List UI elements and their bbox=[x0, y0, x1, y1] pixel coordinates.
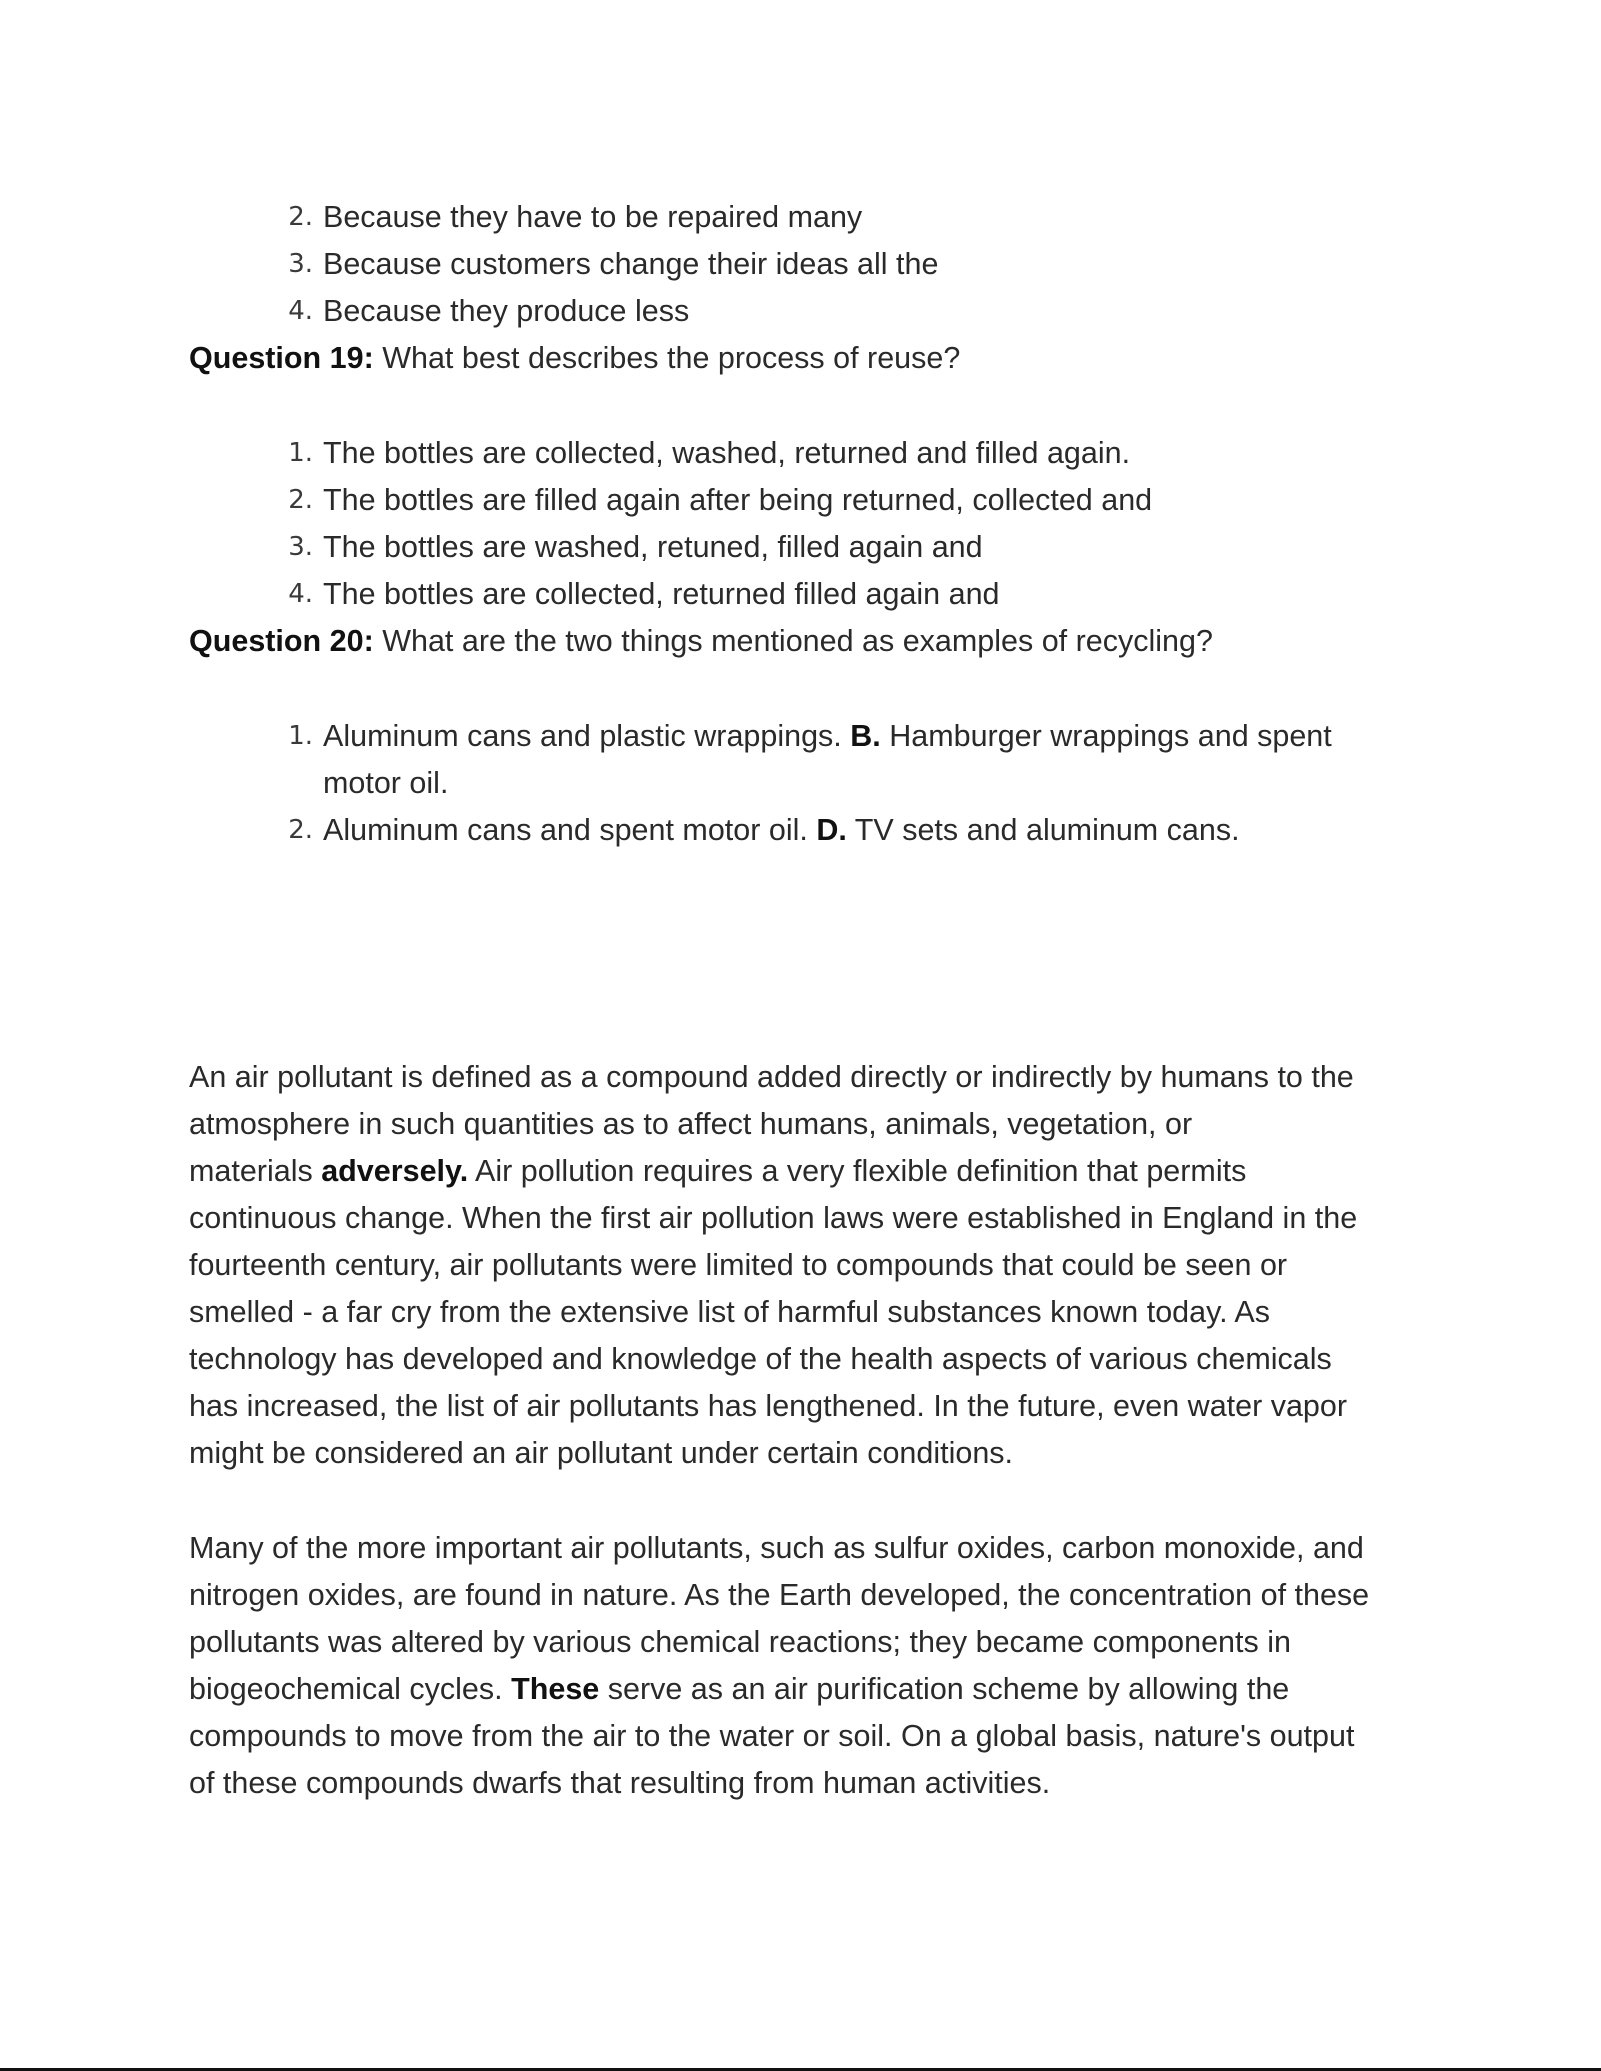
passage-paragraph-2 bbox=[189, 1525, 1419, 1807]
list-number: 2. bbox=[288, 485, 313, 515]
option-text: Aluminum cans and plastic wrappings. bbox=[323, 719, 842, 753]
option-text: Hamburger wrappings and spent bbox=[889, 719, 1332, 753]
bold-word: These bbox=[511, 1672, 600, 1706]
option-letter: D. bbox=[816, 813, 847, 847]
text-line: of these compounds dwarfs that resulting from human activities. bbox=[189, 1766, 1051, 1800]
text-line: compounds to move from the air to the water or soil. On a global basis, nature's output bbox=[189, 1719, 1355, 1753]
q18-options-list bbox=[189, 194, 1419, 335]
option-text: The bottles are filled again after being returned, collected and bbox=[323, 483, 1153, 517]
option-letter: B. bbox=[850, 719, 881, 753]
list-number: 3. bbox=[288, 532, 313, 562]
text-line: smelled - a far cry from the extensive list of harmful substances known today. As bbox=[189, 1295, 1270, 1329]
text-span: Air pollution requires a very flexible definition that permits bbox=[474, 1154, 1247, 1188]
text-line: pollutants was altered by various chemical reactions; they became components in bbox=[189, 1625, 1291, 1659]
option-text: Because they produce less bbox=[323, 294, 690, 328]
option-text: TV sets and aluminum cans. bbox=[854, 813, 1240, 847]
list-item-continuation bbox=[189, 760, 1419, 807]
text-line: atmosphere in such quantities as to affect humans, animals, vegetation, or bbox=[189, 1107, 1193, 1141]
list-number: 2. bbox=[288, 202, 313, 232]
list-number: 4. bbox=[288, 579, 313, 609]
text-span: biogeochemical cycles. bbox=[189, 1672, 503, 1706]
list-item bbox=[189, 194, 1419, 241]
text-line: continuous change. When the first air pollution laws were established in England in the bbox=[189, 1201, 1358, 1235]
option-text: The bottles are washed, retuned, filled again and bbox=[323, 530, 983, 564]
text-line bbox=[189, 1666, 1419, 1713]
list-item bbox=[189, 713, 1419, 760]
list-item bbox=[189, 807, 1419, 854]
list-item bbox=[189, 524, 1419, 571]
q20-options-list bbox=[189, 713, 1419, 854]
text-line: nitrogen oxides, are found in nature. As the Earth developed, the concentration of these bbox=[189, 1578, 1370, 1612]
list-number: 4. bbox=[288, 296, 313, 326]
text-line: has increased, the list of air pollutants has lengthened. In the future, even water vapor bbox=[189, 1389, 1348, 1423]
question-19 bbox=[189, 335, 1419, 382]
question-text: What best describes the process of reuse? bbox=[382, 341, 961, 375]
question-text: What are the two things mentioned as examples of recycling? bbox=[382, 624, 1213, 658]
question-label: Question 20: bbox=[189, 624, 374, 658]
list-item bbox=[189, 241, 1419, 288]
text-line: An air pollutant is defined as a compound added directly or indirectly by humans to the bbox=[189, 1060, 1354, 1094]
list-number: 1. bbox=[288, 721, 313, 751]
page-content bbox=[189, 194, 1419, 1807]
list-item bbox=[189, 430, 1419, 477]
option-text: The bottles are collected, washed, returned and filled again. bbox=[323, 436, 1131, 470]
text-line: technology has developed and knowledge of the health aspects of various chemicals bbox=[189, 1342, 1332, 1376]
question-label: Question 19: bbox=[189, 341, 374, 375]
question-20 bbox=[189, 618, 1419, 665]
bold-word: adversely. bbox=[321, 1154, 469, 1188]
option-text: Because they have to be repaired many bbox=[323, 200, 863, 234]
option-text: The bottles are collected, returned filled again and bbox=[323, 577, 1000, 611]
list-item bbox=[189, 571, 1419, 618]
option-text: motor oil. bbox=[323, 766, 449, 800]
text-span: serve as an air purification scheme by allowing the bbox=[607, 1672, 1290, 1706]
text-span: materials bbox=[189, 1154, 313, 1188]
list-number: 1. bbox=[288, 438, 313, 468]
text-line bbox=[189, 1148, 1419, 1195]
q19-options-list bbox=[189, 430, 1419, 618]
text-line: Many of the more important air pollutants, such as sulfur oxides, carbon monoxide, and bbox=[189, 1531, 1364, 1565]
text-line: fourteenth century, air pollutants were limited to compounds that could be seen or bbox=[189, 1248, 1288, 1282]
list-number: 2. bbox=[288, 815, 313, 845]
list-item bbox=[189, 477, 1419, 524]
list-number: 3. bbox=[288, 249, 313, 279]
option-text: Because customers change their ideas all the bbox=[323, 247, 939, 281]
option-text: Aluminum cans and spent motor oil. bbox=[323, 813, 808, 847]
text-line: might be considered an air pollutant under certain conditions. bbox=[189, 1436, 1014, 1470]
passage-paragraph-1 bbox=[189, 1054, 1419, 1477]
list-item bbox=[189, 288, 1419, 335]
